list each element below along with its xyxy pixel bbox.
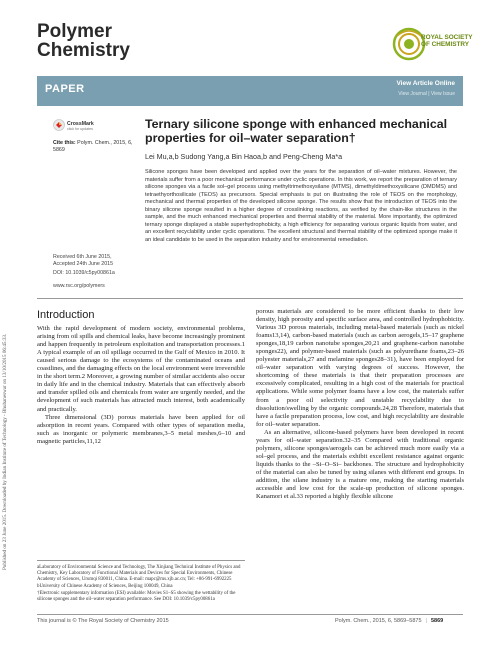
article-title: Ternary silicone sponge with enhanced mechanical properties for oil–water separation† [145, 117, 448, 145]
received-dates [53, 254, 143, 268]
footnote-affiliation-b: bUniversity of Chinese Academy of Sciences, Beijing 100049, China [37, 584, 173, 589]
cite-text: Polym. Chem., 2015, 6, 5869 [53, 140, 133, 153]
journal-url[interactable]: www.rsc.org/polymers [53, 283, 105, 289]
view-journal-issue-links[interactable]: View Journal | View Issue [398, 91, 455, 97]
article-abstract: Silicone sponges have been developed and applied over the years for the separation of oil–water mixtures. However, the materials suffer from a poor mechanical performance under cyclic operations. In this work, we report the preparation of ternary silicone sponges via a facile sol–gel process using methyltrimethoxysilane (MTMS), dimethyldimethoxysilicane (DMDMS) and tetraethyorthosilicate (TEOS) as precursors. Special emphasis is put on illustrating the role of TEOS on the morphology, mechanical and thermal properties of the developed silicone sponge. The results show that the introduction of TEOS into the binary silicone sponge resulted in a higher degree of crosslinking reactions, as verified by the chain-like structures in the sample, and the much enhanced mechanical properties and thermal stability of the material. More importantly, the optimized ternary sponge displayed a stable superhydrophobicity, a high efficiency for separating various organic liquids from water, and an excellent recyclability under cyclic operations. The excellent structural and thermal stability of the optimized sponge make it an ideal candidate to be used in the separation industry and for environmental remediation. [145, 169, 457, 243]
footnote-esi: †Electronic supplementary information (ESI) available: Movies S1–S5 showing the wettability of the silicone sponges and the oil–water separation performance. See DOI: 10.1039/c5py00861a [37, 591, 236, 602]
body-column-right [256, 308, 464, 501]
journal-name-line1: Polymer [37, 21, 112, 42]
footer-divider [37, 614, 463, 615]
cite-this [53, 140, 143, 154]
body-paragraph: With the rapid development of modern society, environmental problems, arising from oil spills and chemical leaks, have become increasingly prominent and happen frequently in petroleum exploitation and transportation processes.1 A typical example of an oil spillage occurred in the Gulf of Mexico in 2010. It caused serious damage to the ecosystems of the contaminated oceans and coastlines, and the damaging effects on the local environment were irreversible in the short term.2 Moreover, a growing number of similar accidents also occur in daily life and in the chemical industry. Materials that can effectively absorb and transfer spilled oils and chemicals from water are urgently needed, and the development of such materials has attracted much interest, both academically and practically. [37, 325, 245, 413]
journal-name-line2: Chemistry [37, 40, 130, 61]
footnote-affiliation-a: aLaboratory of Environmental Science and Technology, The Xinjiang Technical Institute of Physics and Chemistry, Key Laboratory of Functional Materials and Devices for Special Environments, Chinese Academy of Sciences, Urumqi 830011, China. E-mail: mapc@ms.xjb.ac.cn; Tel: +86-991-6992225 [37, 565, 241, 582]
body-column-left [37, 308, 245, 446]
download-side-note-text: Published on 23 June 2015. Downloaded by Indian Institute of Technology - Bhubaneswar on 13/10/2015 06:45:33. [2, 333, 8, 570]
crossmark-sublabel: click for updates [67, 127, 93, 131]
cite-label: Cite this: [53, 140, 76, 146]
received-date: Received 6th June 2015, [53, 254, 112, 260]
footnotes [37, 560, 245, 604]
publisher-line1: ROYAL SOCIETY [421, 34, 473, 41]
section-label: PAPER [45, 83, 85, 95]
download-side-note [2, 100, 14, 570]
publisher-line2: OF CHEMISTRY [421, 41, 470, 48]
body-paragraph: porous materials are considered to be more efficient thanks to their low density, high porosity and specific surface area, and controlled hydrophobicity. Various 3D porous materials, including metal-based materials (such as nickel foams13,14), carbon-based materials (such as carbon aerogels,15–17 graphene sponges,18,19 carbon nanotube sponges,20,21 and graphene-carbon nanotube sponges22), and polymer-based materials (such as polyurethane foams,23–26 polyester materials,27 and melamine sponges28–31), have been employed for oil–water separation with varying degrees of success. However, the shortcoming of these materials is that their preparation processes are excessively complicated, resulting in a high cost of the materials for practical applications. While some polymer foams have a low cost, the materials suffer from a poor oil selectivity and unstable recyclability due to dissolution/swelling by the organic compounds.24,28 Therefore, materials that have a facile preparation process, low cost, and high recyclability are desirable for oil–water separation. [256, 308, 464, 428]
crossmark-icon[interactable] [53, 118, 95, 132]
publisher-name [421, 34, 473, 48]
view-article-online-link[interactable]: View Article Online [396, 80, 455, 87]
article-authors: Lei Mu,a,b Sudong Yang,a Bin Haoa,b and Peng-Cheng Ma*a [145, 152, 343, 161]
body-paragraph: As an alternative, silicone-based polymers have been developed in recent years for oil–water separation.32–35 Compared with traditional organic polymers, silicone sponges/aerogels can be achieved much more easily via a sol–gel process, and the materials exhibit excellent resistance against organic liquids thanks to the –Si–O–Si– backbones. The structure and hydrophobicity of the material can also be tuned by using silanes with different end groups. In addition, the silane industry is a mature one, making the starting materials accessible and low cost for the scale-up production of silicone sponges. Kanamori et al.33 reported a highly flexible silicone [256, 428, 464, 501]
crossmark-label: CrossMark [67, 121, 94, 127]
footer-copyright: This journal is © The Royal Society of Chemistry 2015 [37, 618, 169, 624]
header-divider [37, 298, 463, 299]
accepted-date: Accepted 24th June 2015 [53, 261, 114, 267]
journal-title [37, 22, 130, 60]
body-paragraph: Three dimensional (3D) porous materials have been applied for oil adsorption in recent years. Compared with other types of separation media, such as inorganic or polymeric membranes,3–5 metal meshes,6–10 and magnetic particles,11,12 [37, 413, 245, 445]
section-banner [37, 76, 463, 106]
introduction-heading: Introduction [37, 309, 95, 321]
footer-citation-text: Polym. Chem., 2015, 6, 5869–5875 [335, 618, 422, 624]
page-number: 5869 [430, 618, 444, 624]
footer-citation: Polym. Chem., 2015, 6, 5869–5875 | 5869 [335, 618, 444, 624]
doi: DOI: 10.1039/c5py00861a [53, 270, 115, 276]
